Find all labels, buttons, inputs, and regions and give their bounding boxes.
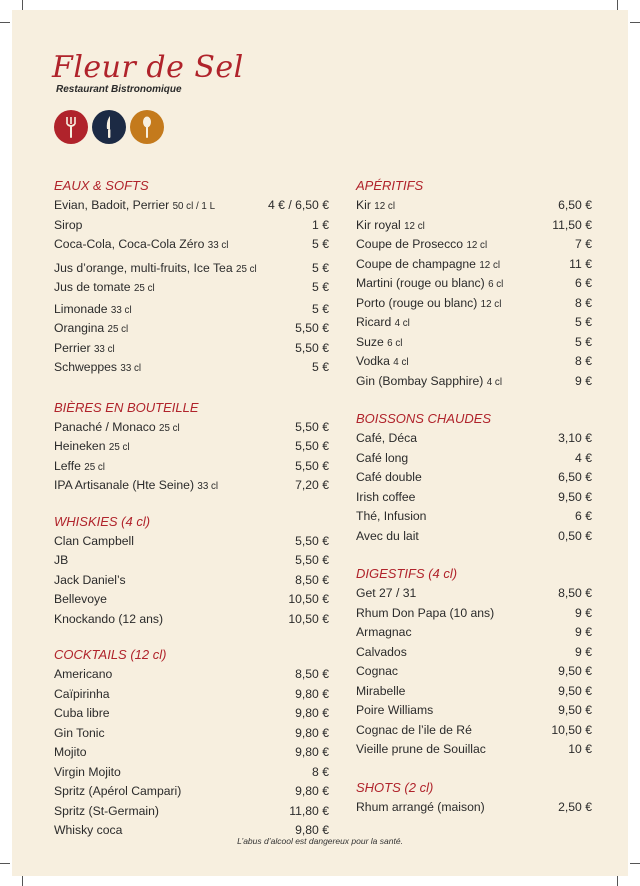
menu-item xyxy=(356,584,592,604)
item-price: 5 € xyxy=(312,360,329,374)
menu-item xyxy=(54,437,329,457)
item-name: JB xyxy=(54,553,69,567)
item-price: 6,50 € xyxy=(558,470,592,484)
menu-item xyxy=(54,685,329,705)
item-volume: 33 cl xyxy=(93,343,115,355)
item-name: Poire Williams xyxy=(356,703,434,717)
item-name: Coca-Cola, Coca-Cola Zéro xyxy=(54,237,205,251)
item-name: Leffe xyxy=(54,458,81,473)
item-price: 9 € xyxy=(575,373,592,388)
item-name: Evian, Badoit, Perrier xyxy=(54,198,170,212)
item-name: Café, Déca xyxy=(356,431,417,445)
item-price: 11,50 € xyxy=(552,217,592,232)
item-volume: 12 cl xyxy=(479,259,501,271)
menu-item xyxy=(54,802,329,822)
menu-column-right xyxy=(356,176,592,817)
menu-item xyxy=(54,339,329,359)
item-price: 5,50 € xyxy=(295,533,329,548)
item-name: Kir royal xyxy=(356,217,401,232)
crop-mark xyxy=(22,0,23,10)
item-name: Cognac xyxy=(356,664,399,678)
item-name: Gin (Bombay Sapphire) xyxy=(356,373,484,388)
menu-item xyxy=(356,429,592,449)
item-price: 8 € xyxy=(575,295,592,310)
item-name: Americano xyxy=(54,667,113,681)
section-title: WHISKIES (4 cl) xyxy=(54,513,151,529)
item-name: Spritz (St-Germain) xyxy=(54,803,159,818)
item-name: Heineken xyxy=(54,439,106,453)
crop-mark xyxy=(630,22,640,23)
item-name: Clan Campbell xyxy=(54,533,134,548)
menu-item xyxy=(54,358,329,378)
item-name: Coupe de Prosecco xyxy=(356,237,464,251)
menu-item xyxy=(356,701,592,721)
menu-item xyxy=(356,507,592,527)
menu-section xyxy=(54,512,329,630)
menu-item xyxy=(54,457,329,477)
item-price: 0,50 € xyxy=(558,528,592,543)
item-name: Cognac de l’ile de Ré xyxy=(356,722,472,737)
item-price: 5,50 € xyxy=(295,419,329,434)
menu-item xyxy=(54,590,329,610)
menu-item xyxy=(54,782,329,802)
menu-item xyxy=(356,488,592,508)
item-price: 8,50 € xyxy=(558,586,592,600)
item-volume: 12 cl xyxy=(480,298,502,310)
menu-column-left xyxy=(54,176,329,841)
item-price: 5 € xyxy=(312,280,329,294)
item-name: Get 27 / 31 xyxy=(356,586,417,600)
item-price: 10,50 € xyxy=(551,722,592,737)
item-price: 8,50 € xyxy=(295,572,329,587)
menu-section xyxy=(356,176,592,391)
item-name: Jack Daniel’s xyxy=(54,572,126,587)
menu-item xyxy=(54,610,329,630)
menu-item xyxy=(356,449,592,469)
menu-item xyxy=(54,551,329,571)
menu-item xyxy=(54,743,329,763)
item-volume: 4 cl xyxy=(486,376,502,388)
item-name: Kir xyxy=(356,198,371,212)
menu-section xyxy=(54,176,329,378)
item-name: Limonade xyxy=(54,301,108,316)
menu-item xyxy=(356,798,592,818)
section-title: BOISSONS CHAUDES xyxy=(356,411,492,426)
item-price: 11,80 € xyxy=(289,803,329,818)
item-price: 8,50 € xyxy=(295,667,329,681)
item-name: Whisky coca xyxy=(54,823,123,837)
section-title: SHOTS (2 cl) xyxy=(356,779,434,795)
menu-item xyxy=(356,294,592,314)
item-name: Porto (rouge ou blanc) xyxy=(356,295,478,310)
item-name: Vieille prune de Souillac xyxy=(356,742,486,756)
crop-mark xyxy=(22,876,23,886)
item-price: 5 € xyxy=(312,260,329,275)
menu-item xyxy=(356,721,592,741)
item-name: Cuba libre xyxy=(54,706,110,720)
item-volume: 33 cl xyxy=(120,363,142,374)
item-name: Virgin Mojito xyxy=(54,764,121,779)
section-title: APÉRITIFS xyxy=(356,178,424,193)
item-name: Mojito xyxy=(54,745,87,759)
item-volume: 6 cl xyxy=(387,337,403,349)
crop-mark xyxy=(617,0,618,10)
item-price: 5 € xyxy=(575,315,592,329)
item-price: 8 € xyxy=(312,764,329,779)
item-price: 10,50 € xyxy=(288,592,329,606)
item-price: 11 € xyxy=(569,256,592,271)
item-price: 9 € xyxy=(575,605,592,620)
item-price: 9,80 € xyxy=(295,725,329,740)
menu-item xyxy=(356,740,592,760)
menu-item xyxy=(356,333,592,353)
item-volume: 25 cl xyxy=(236,263,257,275)
menu-item xyxy=(356,352,592,372)
menu-item xyxy=(356,682,592,702)
menu-item xyxy=(356,216,592,236)
crop-mark xyxy=(0,863,10,864)
spoon-icon xyxy=(130,110,164,144)
item-volume: 25 cl xyxy=(133,283,155,294)
crop-mark xyxy=(0,22,10,23)
item-volume: 50 cl / 1 L xyxy=(172,201,216,212)
item-name: Panaché / Monaco xyxy=(54,419,156,434)
item-name: Vodka xyxy=(356,354,390,368)
item-name: Suze xyxy=(356,334,384,349)
item-price: 10,50 € xyxy=(288,611,329,626)
item-volume: 6 cl xyxy=(488,279,504,290)
menu-item xyxy=(54,196,329,216)
menu-item xyxy=(356,372,592,392)
item-volume: 25 cl xyxy=(108,442,130,453)
item-price: 4 € xyxy=(575,450,592,465)
crop-mark xyxy=(630,863,640,864)
menu-item xyxy=(356,313,592,333)
item-price: 4 € / 6,50 € xyxy=(268,198,329,212)
item-price: 5,50 € xyxy=(295,340,329,355)
item-name: Café long xyxy=(356,450,409,465)
item-name: Ricard xyxy=(356,315,392,329)
item-price: 5,50 € xyxy=(295,553,329,567)
item-name: IPA Artisanale (Hte Seine) xyxy=(54,478,194,492)
item-volume: 33 cl xyxy=(197,481,219,492)
menu-item xyxy=(54,571,329,591)
menu-item xyxy=(54,763,329,783)
item-price: 9,50 € xyxy=(558,703,592,717)
menu-item xyxy=(54,300,329,320)
section-title: BIÈRES EN BOUTEILLE xyxy=(54,399,199,415)
item-volume: 12 cl xyxy=(374,201,395,212)
item-name: Knockando (12 ans) xyxy=(54,611,164,626)
health-warning: L’abus d’alcool est dangereux pour la santé. xyxy=(237,836,403,846)
item-volume: 12 cl xyxy=(466,240,488,251)
item-name: Mirabelle xyxy=(356,683,406,698)
item-name: Calvados xyxy=(356,644,407,659)
menu-item xyxy=(356,274,592,294)
item-price: 9,80 € xyxy=(295,745,329,759)
menu-item xyxy=(54,278,329,298)
menu-section xyxy=(356,564,592,760)
item-price: 7 € xyxy=(575,237,592,251)
menu-item xyxy=(356,623,592,643)
item-price: 9,50 € xyxy=(558,683,592,698)
item-name: Gin Tonic xyxy=(54,725,105,740)
item-volume: 25 cl xyxy=(107,324,129,335)
item-price: 10 € xyxy=(568,742,592,756)
item-name: Rhum arrangé (maison) xyxy=(356,799,485,814)
menu-section xyxy=(54,645,329,841)
item-price: 9,80 € xyxy=(295,823,329,837)
menu-item xyxy=(356,527,592,547)
item-price: 7,20 € xyxy=(295,478,329,492)
item-price: 3,10 € xyxy=(558,431,592,445)
item-name: Jus de tomate xyxy=(54,280,131,294)
menu-item xyxy=(356,662,592,682)
item-price: 2,50 € xyxy=(558,799,592,814)
menu-item xyxy=(356,468,592,488)
menu-section xyxy=(356,778,592,818)
item-price: 5,50 € xyxy=(295,458,329,473)
menu-item xyxy=(54,665,329,685)
menu-item xyxy=(54,532,329,552)
menu-section xyxy=(54,398,329,496)
item-price: 9 € xyxy=(575,644,592,659)
menu-item xyxy=(54,476,329,496)
crop-mark xyxy=(617,876,618,886)
section-title: COCKTAILS (12 cl) xyxy=(54,647,167,662)
item-name: Jus d’orange, multi-fruits, Ice Tea xyxy=(54,260,233,275)
item-name: Thé, Infusion xyxy=(356,509,427,523)
item-volume: 25 cl xyxy=(84,461,105,473)
item-volume: 4 cl xyxy=(393,357,409,368)
knife-icon xyxy=(92,110,126,144)
item-name: Rhum Don Papa (10 ans) xyxy=(356,605,495,620)
menu-item xyxy=(54,235,329,255)
item-price: 5 € xyxy=(575,334,592,349)
item-name: Irish coffee xyxy=(356,489,416,504)
item-price: 8 € xyxy=(575,354,592,368)
item-price: 5 € xyxy=(312,301,329,316)
brand-logo: Fleur de Sel xyxy=(52,50,244,85)
item-price: 6 € xyxy=(575,276,592,290)
menu-section xyxy=(356,409,592,546)
menu-item xyxy=(54,259,329,279)
cutlery-icons xyxy=(54,110,164,144)
item-price: 5,50 € xyxy=(295,439,329,453)
item-name: Perrier xyxy=(54,340,91,355)
item-volume: 33 cl xyxy=(207,240,229,251)
item-price: 9,80 € xyxy=(295,706,329,720)
item-name: Caïpirinha xyxy=(54,686,110,701)
item-name: Schweppes xyxy=(54,360,118,374)
brand-subtitle: Restaurant Bistronomique xyxy=(56,84,182,95)
item-name: Coupe de champagne xyxy=(356,256,476,271)
item-name: Orangina xyxy=(54,321,105,335)
item-volume: 25 cl xyxy=(159,422,180,434)
menu-item xyxy=(356,255,592,275)
item-price: 6 € xyxy=(575,509,592,523)
menu-item xyxy=(356,604,592,624)
item-price: 1 € xyxy=(312,217,329,232)
item-price: 9,50 € xyxy=(558,489,592,504)
menu-item xyxy=(54,724,329,744)
fork-icon xyxy=(54,110,88,144)
item-volume: 33 cl xyxy=(110,304,132,316)
menu-item xyxy=(54,216,329,236)
menu-item xyxy=(356,235,592,255)
item-price: 9,50 € xyxy=(558,664,592,678)
item-price: 9,80 € xyxy=(295,686,329,701)
menu-item xyxy=(54,704,329,724)
item-name: Armagnac xyxy=(356,625,412,639)
item-price: 9,80 € xyxy=(295,784,329,798)
section-title: EAUX & SOFTS xyxy=(54,178,149,193)
item-price: 5 € xyxy=(312,237,329,251)
item-volume: 4 cl xyxy=(394,318,410,329)
menu-item xyxy=(54,319,329,339)
item-volume: 12 cl xyxy=(404,220,425,232)
item-name: Spritz (Apérol Campari) xyxy=(54,784,182,798)
item-name: Bellevoye xyxy=(54,592,107,606)
item-price: 9 € xyxy=(575,625,592,639)
menu-item xyxy=(54,418,329,438)
item-name: Martini (rouge ou blanc) xyxy=(356,276,485,290)
section-title: DIGESTIFS (4 cl) xyxy=(356,566,458,581)
item-name: Café double xyxy=(356,470,422,484)
item-price: 5,50 € xyxy=(295,321,329,335)
menu-item xyxy=(356,643,592,663)
menu-item xyxy=(356,196,592,216)
item-name: Avec du lait xyxy=(356,528,419,543)
item-price: 6,50 € xyxy=(558,198,592,212)
item-name: Sirop xyxy=(54,217,83,232)
